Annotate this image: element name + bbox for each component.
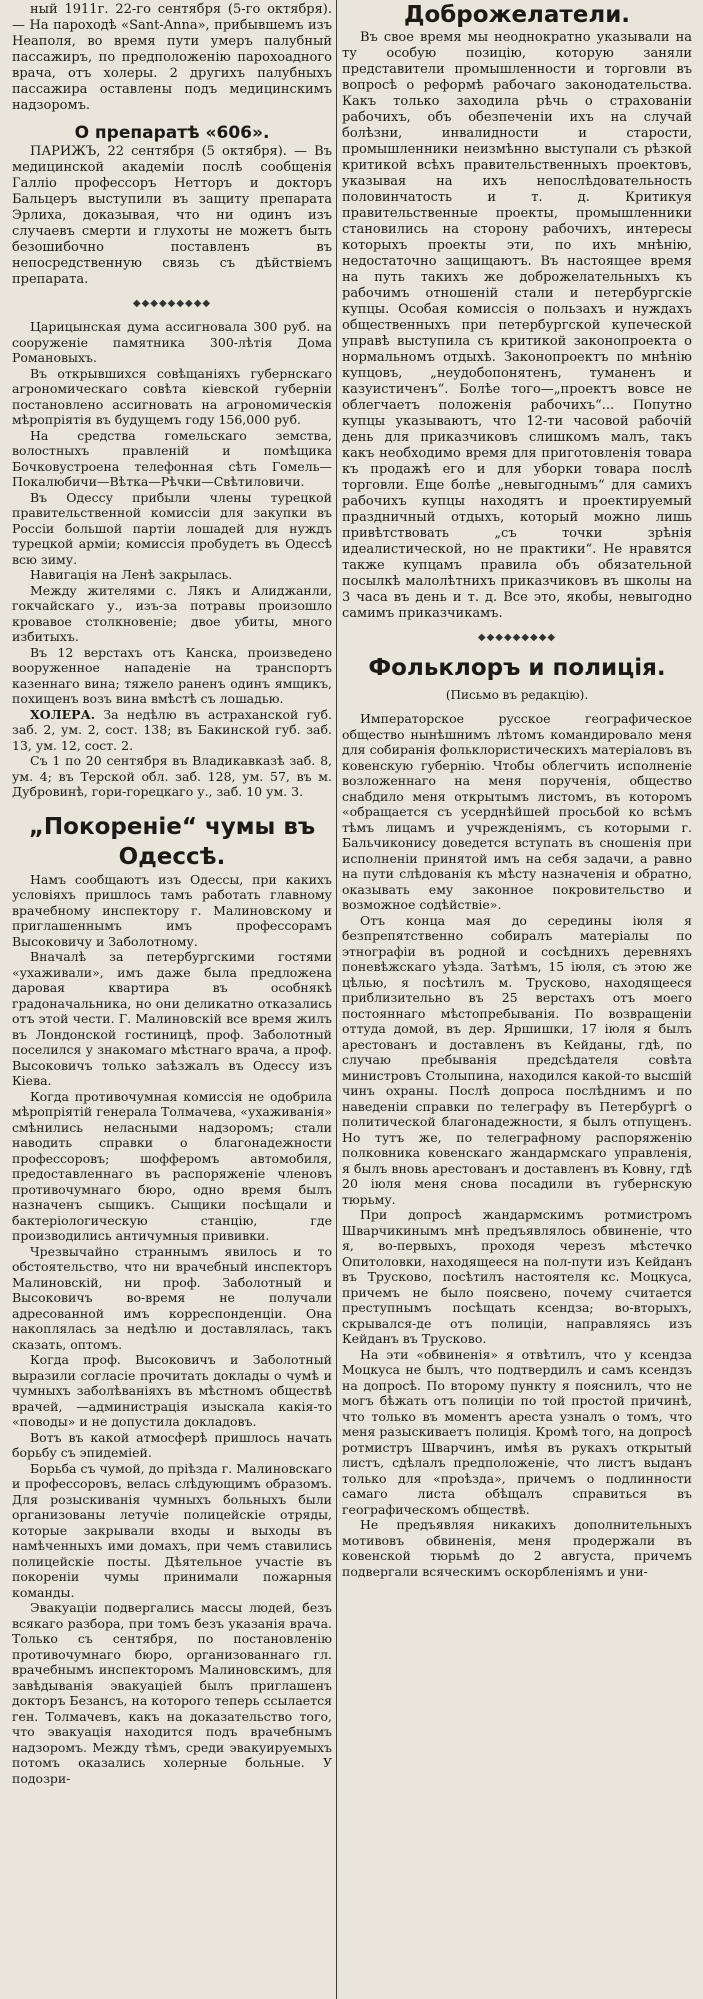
article-paragraph: Намъ сообщаютъ изъ Одессы, при какихъ условіяхъ пришлось тамъ работать главному врачебному инспектору г. Малиновскому и приглашеннымъ имъ профессорамъ Высоковичу и Заболотному. xyxy=(12,871,332,949)
folk-title: Фольклоръ и полиція. xyxy=(368,655,666,681)
column-divider xyxy=(336,0,337,1999)
article-title-top: Доброжелатели. xyxy=(403,2,631,28)
article-paragraph: Когда противочумная комиссія не одобрила мѣропріятій генерала Толмачева, «ухаживанія» смѣнились неласными надзоромъ; стали наводить справки о благонадежности профессоровъ; шофферомъ автомобиля, предоставленнаго въ распоряженіе членовъ противочумнаго бюро, одно время былъ назначенъ сыщикъ. Сыщики посѣщали и бактеріологическую станцію, где производились античумныя прививки. xyxy=(12,1088,332,1243)
article-body xyxy=(12,872,332,1787)
news-item: Въ Одессу прибыли члены турецкой правительственной комиссіи для закупки въ Россіи большой партіи лошадей для нуждъ турецкой арміи; комиссія пробудетъ въ Одессѣ всю зиму. xyxy=(12,489,332,567)
news-item: Царицынская дума ассигновала 300 руб. на сооруженіе памятника 300-лѣтія Дома Романовыхъ. xyxy=(12,319,332,365)
article-paragraph: Борьба съ чумой, до пріѣзда г. Малиновскаго и профессоровъ, велась слѣдующимъ образомъ. Для розыскиванія чумныхъ больныхъ были организованы летучіе полицейскіе отряды, которые закрывали входы и выходы въ намѣченныхъ ими домахъ, при чемъ ставились полицейскіе посты. Дѣятельное участіе въ покореніи чумы принимали пожарныя команды. xyxy=(12,1460,332,1600)
news-item: Въ открывшихся совѣщаніяхъ губернскаго агрономическаго совѣта кіевской губерніи постановлено ассигновать на агрономическія мѣропріятія въ будущемъ году 156,000 руб. xyxy=(12,365,332,427)
article-paragraph: Вначалѣ за петербургскими гостями «ухаживали», имъ даже была предложена даровая квартира въ особнякѣ градоначальника, но они деликатно отказались отъ этой чести. Г. Малиновскій все время жилъ въ Лондонской гостиницѣ, проф. Заболотный поселился у знакомаго мѣстнаго врача, а проф. Высоковичъ только заѣзжалъ въ Одессу изъ Кіева. xyxy=(12,949,332,1088)
right-column xyxy=(342,0,692,1579)
news-item: Между жителями с. Лякъ и Алиджанли, гокчайскаго у., изъ-за потравы произошло кровавое столкновеніе; двое убиты, много избитыхъ. xyxy=(12,582,332,644)
left-column xyxy=(12,0,332,1786)
folk-body xyxy=(342,711,692,1579)
folk-paragraph: Императорское русское географическое общество нынѣшнимъ лѣтомъ командировало меня для собиранія фольклористическихъ матеріаловъ въ ковенскую губернію. Чтобы облегчить исполненіе возложеннаго на меня порученія, общество снабдило меня открытымъ листомъ, въ которомъ «обращается съ усерднѣйшей просьбой ко всѣмъ тѣмъ лицамъ и учрежденіямъ, съ которыми г. Бальчиконису доведется вступать въ сношенія при исполненіи принятой имъ на себя задачи, а равно на пути слѣдованія къ мѣсту назначенія и обратно, оказывать ему законное покровительство и возможное содѣйствіе». xyxy=(342,711,692,912)
ornament-divider: ◆◆◆◆◆◆◆◆◆ xyxy=(477,632,557,643)
cholera-news-2: Съ 1 по 20 сентября въ Владикавказѣ заб. 8, ум. 4; въ Терской обл. заб. 128, ум. 57, въ м. Дубровинѣ, гори-горецкаго у., заб. 10 ум. 3. xyxy=(12,753,332,799)
folk-subtitle: (Письмо въ редакцію). xyxy=(445,688,589,702)
article-text-top: Въ свое время мы неоднократно указывали на ту особую позицію, которую заняли представители промышленности и торговли въ вопросѣ о реформѣ рабочаго законодательства. Какъ только заходила рѣчь о страхованіи рабочихъ, объ обезпеченіи ихъ на случай болѣзни, инвалидности и старости, промышленники неизмѣнно выступали съ рѣзкой критикой всѣхъ правительственныхъ проектовъ, указывая на ихъ непослѣдовательность половинчатость и т. д. Критикуя правительственные проекты, промышленники становились на сторону рабочихъ, интересы которыхъ проекты эти, по ихъ мнѣнію, недостаточно защищаютъ. Въ настоящее время на путь такихъ же доброжелательныхъ къ рабочимъ отношеній стали и петербургскіе купцы. Особая комиссія о пользахъ и нуждахъ общественныхъ при петербургской купеческой управѣ выступила съ критикой законопроекта о нормальномъ отдыхѣ. Законопроектъ по мнѣнію купцовъ, „неудобопонятенъ, туманенъ и казуистиченъ“. Болѣе того—„проектъ вовсе не облегчаетъ положенія рабочихъ“... Попутно купцы указываютъ, что 12-ти часовой рабочій день для приказчиковъ слишкомъ малъ, такъ какъ необходимо время для приготовленія товара къ продажѣ его и для уборки товара послѣ торговли. Еще болѣе „невыгоднымъ“ для самихъ рабочихъ купцы находятъ и проектируемый праздничный отдыхъ, который можно лишь привѣтствовать „съ точки зрѣнія идеалистической, но не практики“. Не нравятся также купцамъ правила объ обязательной посылкѣ малолѣтнихъ приказчиковъ въ школы на 3 часа въ день и т. д. Все это, якобы, невыгодно самимъ приказчикамъ. xyxy=(342,30,692,621)
news-item: На средства гомельскаго земства, волостныхъ правленій и помѣщика Бочковустроена телефонная сѣть Гомель—Покалюбичи—Вѣтка—Рѣчки—Свѣтиловичи. xyxy=(12,427,332,489)
article-title: „Покореніе“ чумы въ Одессѣ. xyxy=(28,813,316,870)
article-paragraph: Когда проф. Высоковичъ и Заболотный выразили согласіе прочитать доклады о чумѣ и чумныхъ заболѣваніяхъ въ мѣстномъ обществѣ врачей, —администрація изыскала какія-то «поводы» и не допустила докладовъ. xyxy=(12,1352,332,1429)
news-item: Навигація на Ленѣ закрылась. xyxy=(30,567,233,582)
article-paragraph: Чрезвычайно страннымъ явилось и то обстоятельство, что ни врачебный инспекторъ Малиновскій, ни проф. Заболотный и Высоковичъ во-время не получали адресованной имъ корреспонденціи. Она накоплялась за недѣлю и доставлялась, такъ сказать, оптомъ. xyxy=(12,1243,332,1352)
folk-paragraph: Отъ конца мая до середины іюля я безпрепятственно собиралъ матеріалы по этнографіи въ родной и сосѣднихъ деревняхъ поневѣжскаго уѣзда. Затѣмъ, 15 іюля, съ этою же цѣлью, я посѣтилъ м. Трусково, находящееся приблизительно въ 25 верстахъ отъ моего постояннаго мѣстопребыванія. По возвращеніи оттуда домой, въ дер. Яршишки, 17 іюля я былъ арестованъ и доставленъ въ Кейданы, гдѣ, по случаю пребыванія предсѣдателя совѣта министровъ Столыпина, находился какой-то высшій чинъ охраны. Послѣ допроса послѣднимъ и по наведеніи справки по телеграфу въ Петербургѣ о политической благонадежности, я былъ отпущенъ. Но тутъ же, по телеграфному распоряженію полковника ковенскаго жандармскаго управленія, я былъ вновь арестованъ и доставленъ въ Ковну, гдѣ 20 іюля меня снова посадили въ губернскую тюрьму. xyxy=(342,912,692,1207)
ornament-divider: ◆◆◆◆◆◆◆◆◆ xyxy=(132,298,212,309)
news-list xyxy=(12,319,332,800)
folk-paragraph: На эти «обвиненія» я отвѣтилъ, что у ксендза Моцкуса не былъ, что подтвердилъ и самъ ксендзъ на допросѣ. По второму пункту я пояснилъ, что не могъ бѣжать отъ полиціи по той простой причинѣ, что только въ моментъ ареста узналъ о томъ, что меня разыскиваетъ полиція. Кромѣ того, на допросѣ ротмистръ Шварчинъ, имѣя въ рукахъ открытый листъ, сдѣлалъ предположеніе, что листъ выданъ только для «проѣзда», причемъ о подлинности самаго листа обѣщалъ справиться въ географическомъ обществѣ. xyxy=(342,1346,692,1517)
neapol-news: ный 1911г. 22-го сентября (5-го октября). — На пароходѣ «Sant-Anna», прибывшемъ изъ Неаполя, во время пути умеръ палубный пассажиръ, по предположенію парохоадного врача, отъ холеры. 2 другихъ палубныхъ пассажира оставлены подъ медицинскимъ надзоромъ. xyxy=(12,2,332,113)
cholera-news xyxy=(12,707,332,754)
paris-news: ПАРИЖЪ, 22 сентября (5 октября). — Въ медицинской академіи послѣ сообщенія Галліо профессоръ Нетторъ и докторъ Бальцеръ выступили въ защиту препарата Эрлиха, доказывая, что ни одинъ изъ случаевъ смерти и глухоты не можетъ быть безошибочно поставленъ въ непосредственную связь съ дѣйствіемъ препарата. xyxy=(12,144,332,287)
cholera-title: ХОЛЕРА. xyxy=(30,706,96,722)
folk-paragraph: Не предъявляя никакихъ дополнительныхъ мотивовъ обвиненія, меня продержали въ ковенской тюрьмѣ до 2 августа, причемъ подвергали всяческимъ оскорбленіямъ и уни- xyxy=(342,1517,692,1579)
article-paragraph: Вотъ въ какой атмосферѣ пришлось начать борьбу съ эпидеміей. xyxy=(12,1429,332,1460)
article-paragraph: Эвакуаціи подвергались массы людей, безъ всякаго разбора, при томъ безъ указанія врача. Только съ сентября, по постановленію противочумнаго бюро, организованнаго гл. врачебнымъ инспекторомъ Малиновскимъ, для завѣдыванія эвакуаціей былъ приглашенъ докторъ Безансъ, на которого теперь ссылается ген. Толмачевъ, какъ на доказательство того, что эвакуація находится подъ врачебнымъ надзоромъ. Между тѣмъ, среди эвакуируемыхъ потомъ оказались холерные больные. У подозри- xyxy=(12,1600,332,1786)
folk-paragraph: При допросѣ жандармскимъ ротмистромъ Шварчикинымъ мнѣ предъявлялось обвиненіе, что я, во-первыхъ, проходя черезъ мѣстечко Опитоловки, находящееся на пол-пути изъ Кейданъ въ Трусково, посѣтилъ настоятеля кс. Моцкуса, причемъ не было поясвено, почему считается преступнымъ посѣщать ксендза; во-вторыхъ, скрывался-де отъ полиціи, направляясь изъ Кейданъ въ Трусково. xyxy=(342,1207,692,1346)
preparat-title: О препаратѣ «606». xyxy=(74,123,270,143)
news-item: Въ 12 верстахъ отъ Канска, произведено вооруженное нападеніе на транспортъ казеннаго вина; тяжело раненъ одинъ ямщикъ, похищенъ возъ вина вмѣстѣ съ лошадью. xyxy=(12,644,332,706)
cholera-text: За недѣлю въ астраханской губ. заб. 2, ум. 2, сост. 138; въ Бакинской губ. заб. 13, ум. 12, сост. 2. xyxy=(12,706,332,753)
